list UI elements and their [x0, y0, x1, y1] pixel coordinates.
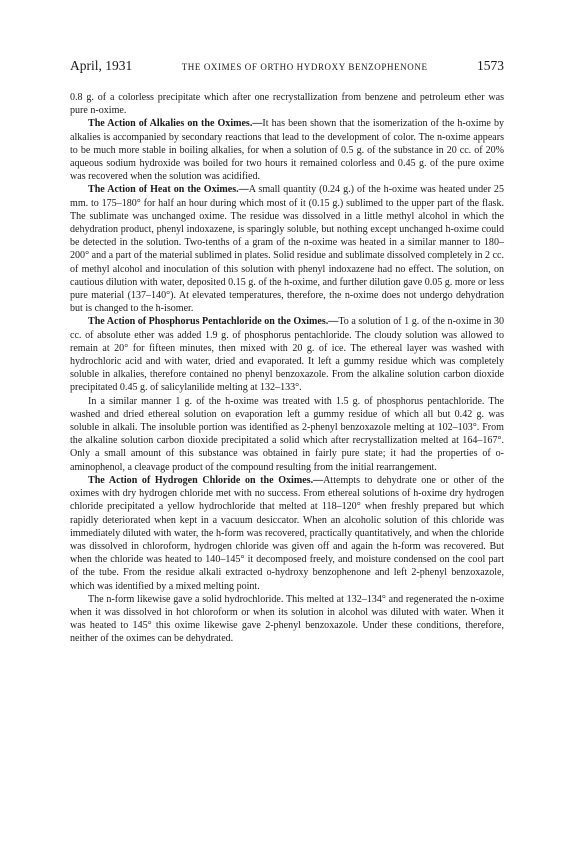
- section-heading-hydrogen-chloride: The Action of Hydrogen Chloride on the Oximes.—: [88, 474, 324, 486]
- paragraph-heat: [70, 183, 504, 315]
- paragraph-text: A small quantity (0.24 g.) of the h-oxime was heated under 25 mm. to 175–180° for half an hour during which most of it (0.15 g.) sublimed to the upper part of the flask. The sublimate was unchanged oxime. The residue was dissolved in a little methyl alcohol in which the dehydration product, phenyl indoxazene, is sparingly soluble, but nothing except unchanged h-oxime could be detected in the solution. Two-tenths of a gram of the n-oxime was heated in a similar manner to 180–200° and a part of the material sublimed in plates. Solid residue and sublimate dissolved completely in 2 cc. of methyl alcohol and inoculation of this solution with phenyl indoxazene had no effect. The solution, on cautious dilution with water, deposited 0.15 g. of the h-oxime, and further dilution gave 0.05 g. more or less pure material (137–140°). At elevated temperatures, therefore, the n-oxime does not undergo dehydration but is changed to the h-isomer.: [70, 184, 504, 315]
- header-date: April, 1931: [70, 58, 133, 73]
- header-running-title: THE OXIMES OF ORTHO HYDROXY BENZOPHENONE: [181, 62, 428, 72]
- header-page-number: 1573: [477, 58, 504, 73]
- paragraph-hydrogen-chloride: [70, 474, 504, 593]
- paragraph-text: 0.8 g. of a colorless precipitate which after one recrystallization from benzene and petroleum ether was pure n-oxime.: [70, 92, 504, 117]
- paragraph-text: The n-form likewise gave a solid hydrochloride. This melted at 132–134° and regenerated the n-oxime when it was dissolved in hot chloroform or when its solution in alcohol was diluted with water. When it was heated to 145° this oxime likewise gave 2-phenyl benzoxazole. Under these conditions, therefore, neither of the oximes can be dehydrated.: [70, 593, 504, 645]
- journal-page: [70, 58, 504, 646]
- paragraph-h-oxime-pcl5: [70, 395, 504, 474]
- article-body: [70, 91, 504, 646]
- paragraph-text: In a similar manner 1 g. of the h-oxime was treated with 1.5 g. of phosphorus pentachloride. The washed and dried ethereal solution on evaporation left a gummy residue of which all but 0.42 g. was soluble in alkali. The insoluble portion was identified as 2-phenyl benzoxazole melting at 102–103°. From the alkaline solution carbon dioxide precipitated a solid which after recrystallization melted at 164–167°. Only a small amount of this substance was obtained in fairly pure state; it had the properties of o-aminophenol, a cleavage product of the compound resulting from the initial rearrangement.: [70, 395, 504, 473]
- paragraph-text: Attempts to dehydrate one or other of the oximes with dry hydrogen chloride met with no success. From ethereal solutions of h-oxime dry hydrogen chloride precipitated a yellow hydrochloride that melted at 118–120° when freshly prepared but which rapidly deteriorated when kept in a vacuum desiccator. When an alcoholic solution of this chloride was immediately diluted with water, the h-form was recovered, practically quantitatively, and when the chloride was dissolved in chloroform, hydrogen chloride was given off and again the h-form was recovered. But when the chloride was heated to 140–145° it decomposed freely, and moisture condensed on the cool part of the tube. From the residue alkali extracted o-hydroxy benzophenone and left 2-phenyl benzoxazole, which was identified by a mixed melting point.: [70, 474, 504, 592]
- paragraph-phosphorus: [70, 315, 504, 394]
- section-heading-alkalies: The Action of Alkalies on the Oximes.—: [88, 118, 263, 130]
- running-header: [70, 58, 504, 74]
- section-heading-phosphorus: The Action of Phosphorus Pentachloride on the Oximes.—: [88, 316, 339, 328]
- paragraph-text: To a solution of 1 g. of the n-oxime in 30 cc. of absolute ether was added 1.9 g. of phosphorus pentachloride. The cloudy solution was allowed to remain at 20° for fifteen minutes, then mixed with 20 g. of ice. The ethereal layer was washed with hydrochloric acid and with water, dried and evaporated. It left a gummy residue which was completely soluble in alkalies, therefore contained no phenyl benzoxazole. From the alkaline solution carbon dioxide precipitated 0.45 g. of salicylanilide melting at 132–133°.: [70, 316, 504, 394]
- paragraph-alkalies: [70, 117, 504, 183]
- paragraph-continuation: [70, 91, 504, 117]
- section-heading-heat: The Action of Heat on the Oximes.—: [88, 184, 249, 196]
- paragraph-n-form: [70, 593, 504, 646]
- paragraph-text: It has been shown that the isomerization of the h-oxime by alkalies is accompanied by secondary reactions that lead to the development of color. The n-oxime appears to be much more stable in boiling alkalies, for when a solution of 0.5 g. of the substance in 20 cc. of 20% aqueous sodium hydroxide was boiled for two hours it remained colorless and 0.45 g. of the pure oxime was recovered when the solution was acidified.: [70, 118, 504, 183]
